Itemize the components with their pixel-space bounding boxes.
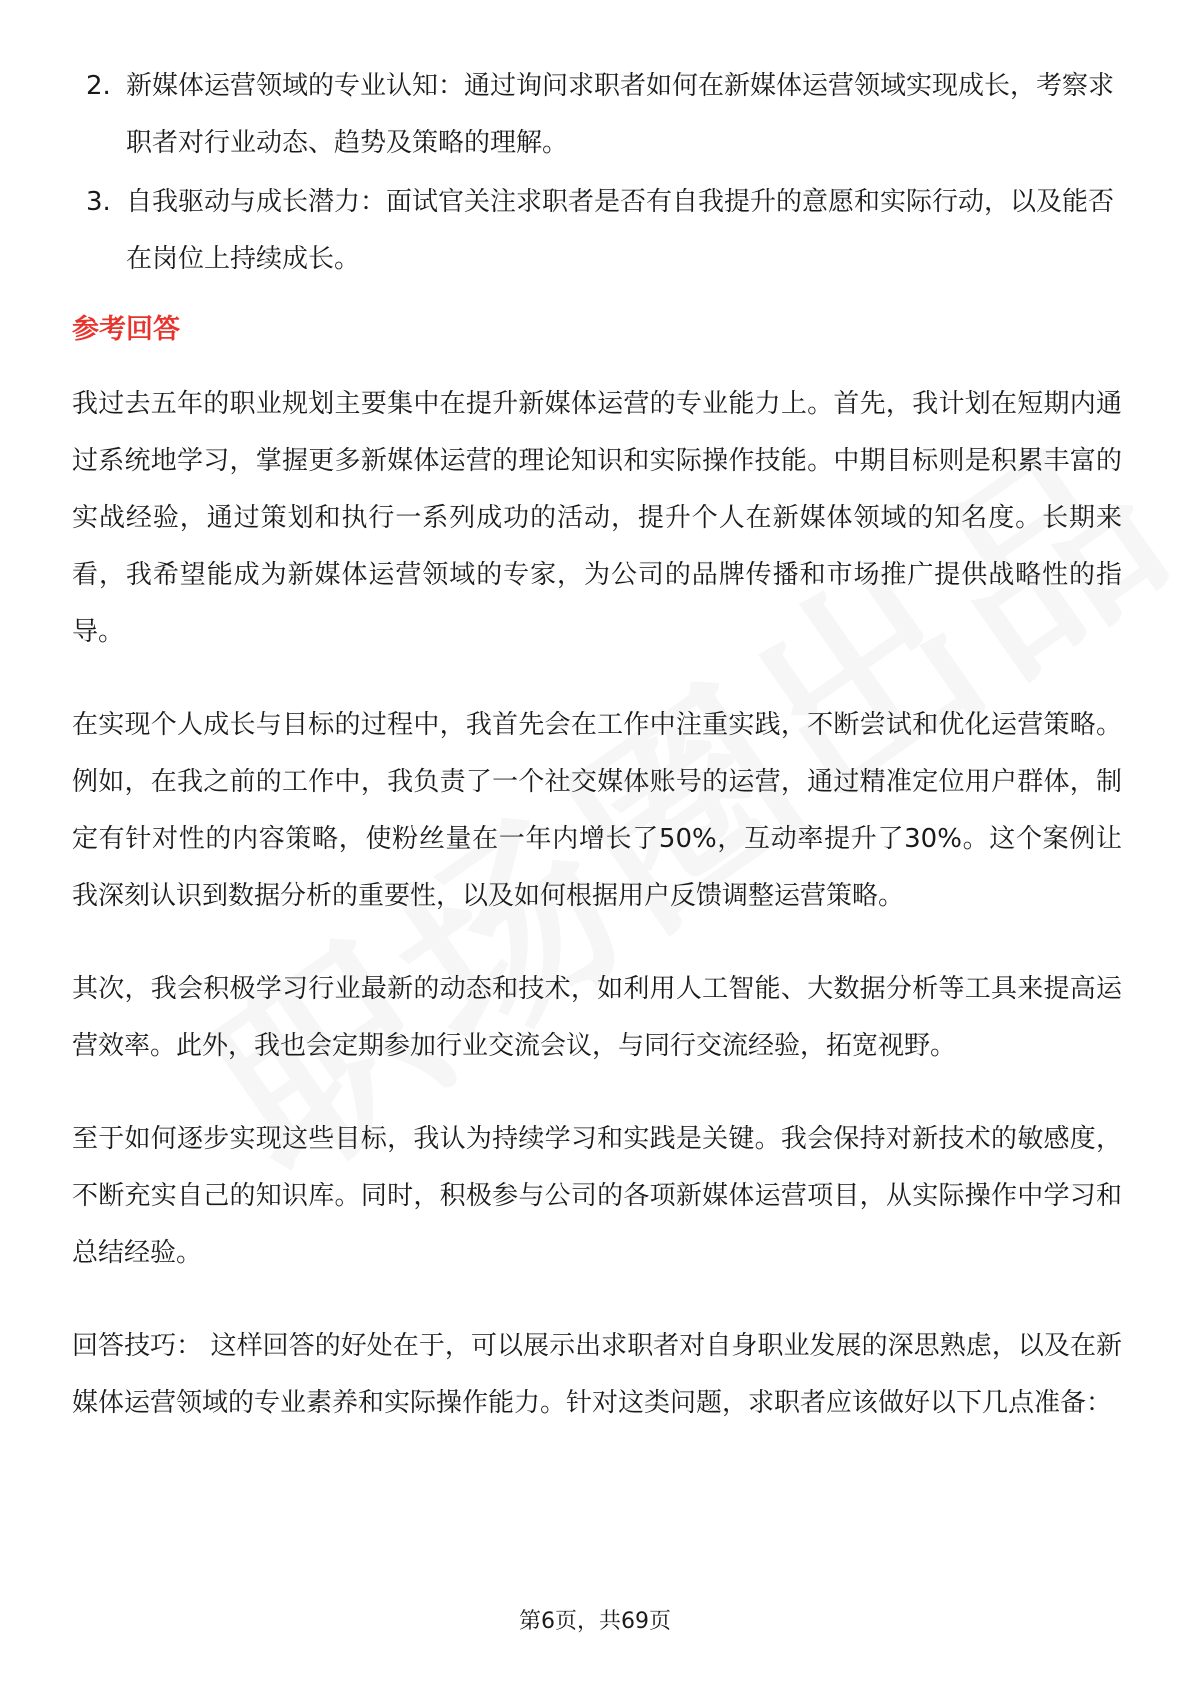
list-item-number: 3. [86, 187, 111, 217]
list-item-text: 新媒体运营领域的专业认知：通过询问求职者如何在新媒体运营领域实现成长，考察求职者对行业动态、趋势及策略的理解。 [126, 71, 1115, 158]
document-body [72, 58, 1122, 1468]
list-item [72, 174, 1122, 288]
paragraph-achieve-goals: 至于如何逐步实现这些目标，我认为持续学习和实践是关键。我会保持对新技术的敏感度，不断充实自己的知识库。同时，积极参与公司的各项新媒体运营项目，从实际操作中学习和总结经验。 [72, 1124, 1122, 1268]
paragraph-growth-practice: 在实现个人成长与目标的过程中，我首先会在工作中注重实践，不断尝试和优化运营策略。例如，在我之前的工作中，我负责了一个社交媒体账号的运营，通过精准定位用户群体，制定有针对性的内容策略，使粉丝量在一年内增长了50%，互动率提升了30%。这个案例让我深刻认识到数据分析的重要性，以及如何根据用户反馈调整运营策略。 [72, 710, 1122, 911]
paragraph-career-plan: 我过去五年的职业规划主要集中在提升新媒体运营的专业能力上。首先，我计划在短期内通过系统地学习，掌握更多新媒体运营的理论知识和实际操作技能。中期目标则是积累丰富的实战经验，通过策划和执行一系列成功的活动，提升个人在新媒体领域的知名度。长期来看，我希望能成为新媒体运营领域的专家，为公司的品牌传播和市场推广提供战略性的指导。 [72, 389, 1122, 647]
list-item [72, 58, 1122, 172]
list-item-text: 自我驱动与成长潜力：面试官关注求职者是否有自我提升的意愿和实际行动，以及能否在岗位上持续成长。 [126, 187, 1115, 274]
page-footer: 第6页，共69页 [519, 1609, 671, 1634]
paragraph-learning: 其次，我会积极学习行业最新的动态和技术，如利用人工智能、大数据分析等工具来提高运营效率。此外，我也会定期参加行业交流会议，与同行交流经验，拓宽视野。 [72, 974, 1122, 1061]
criteria-list [72, 58, 1122, 288]
list-item-number: 2. [86, 71, 111, 101]
section-heading-reference-answer: 参考回答 [72, 314, 180, 345]
paragraph-answer-tips: 回答技巧： 这样回答的好处在于，可以展示出求职者对自身职业发展的深思熟虑，以及在新媒体运营领域的专业素养和实际操作能力。针对这类问题，求职者应该做好以下几点准备： [72, 1331, 1122, 1418]
